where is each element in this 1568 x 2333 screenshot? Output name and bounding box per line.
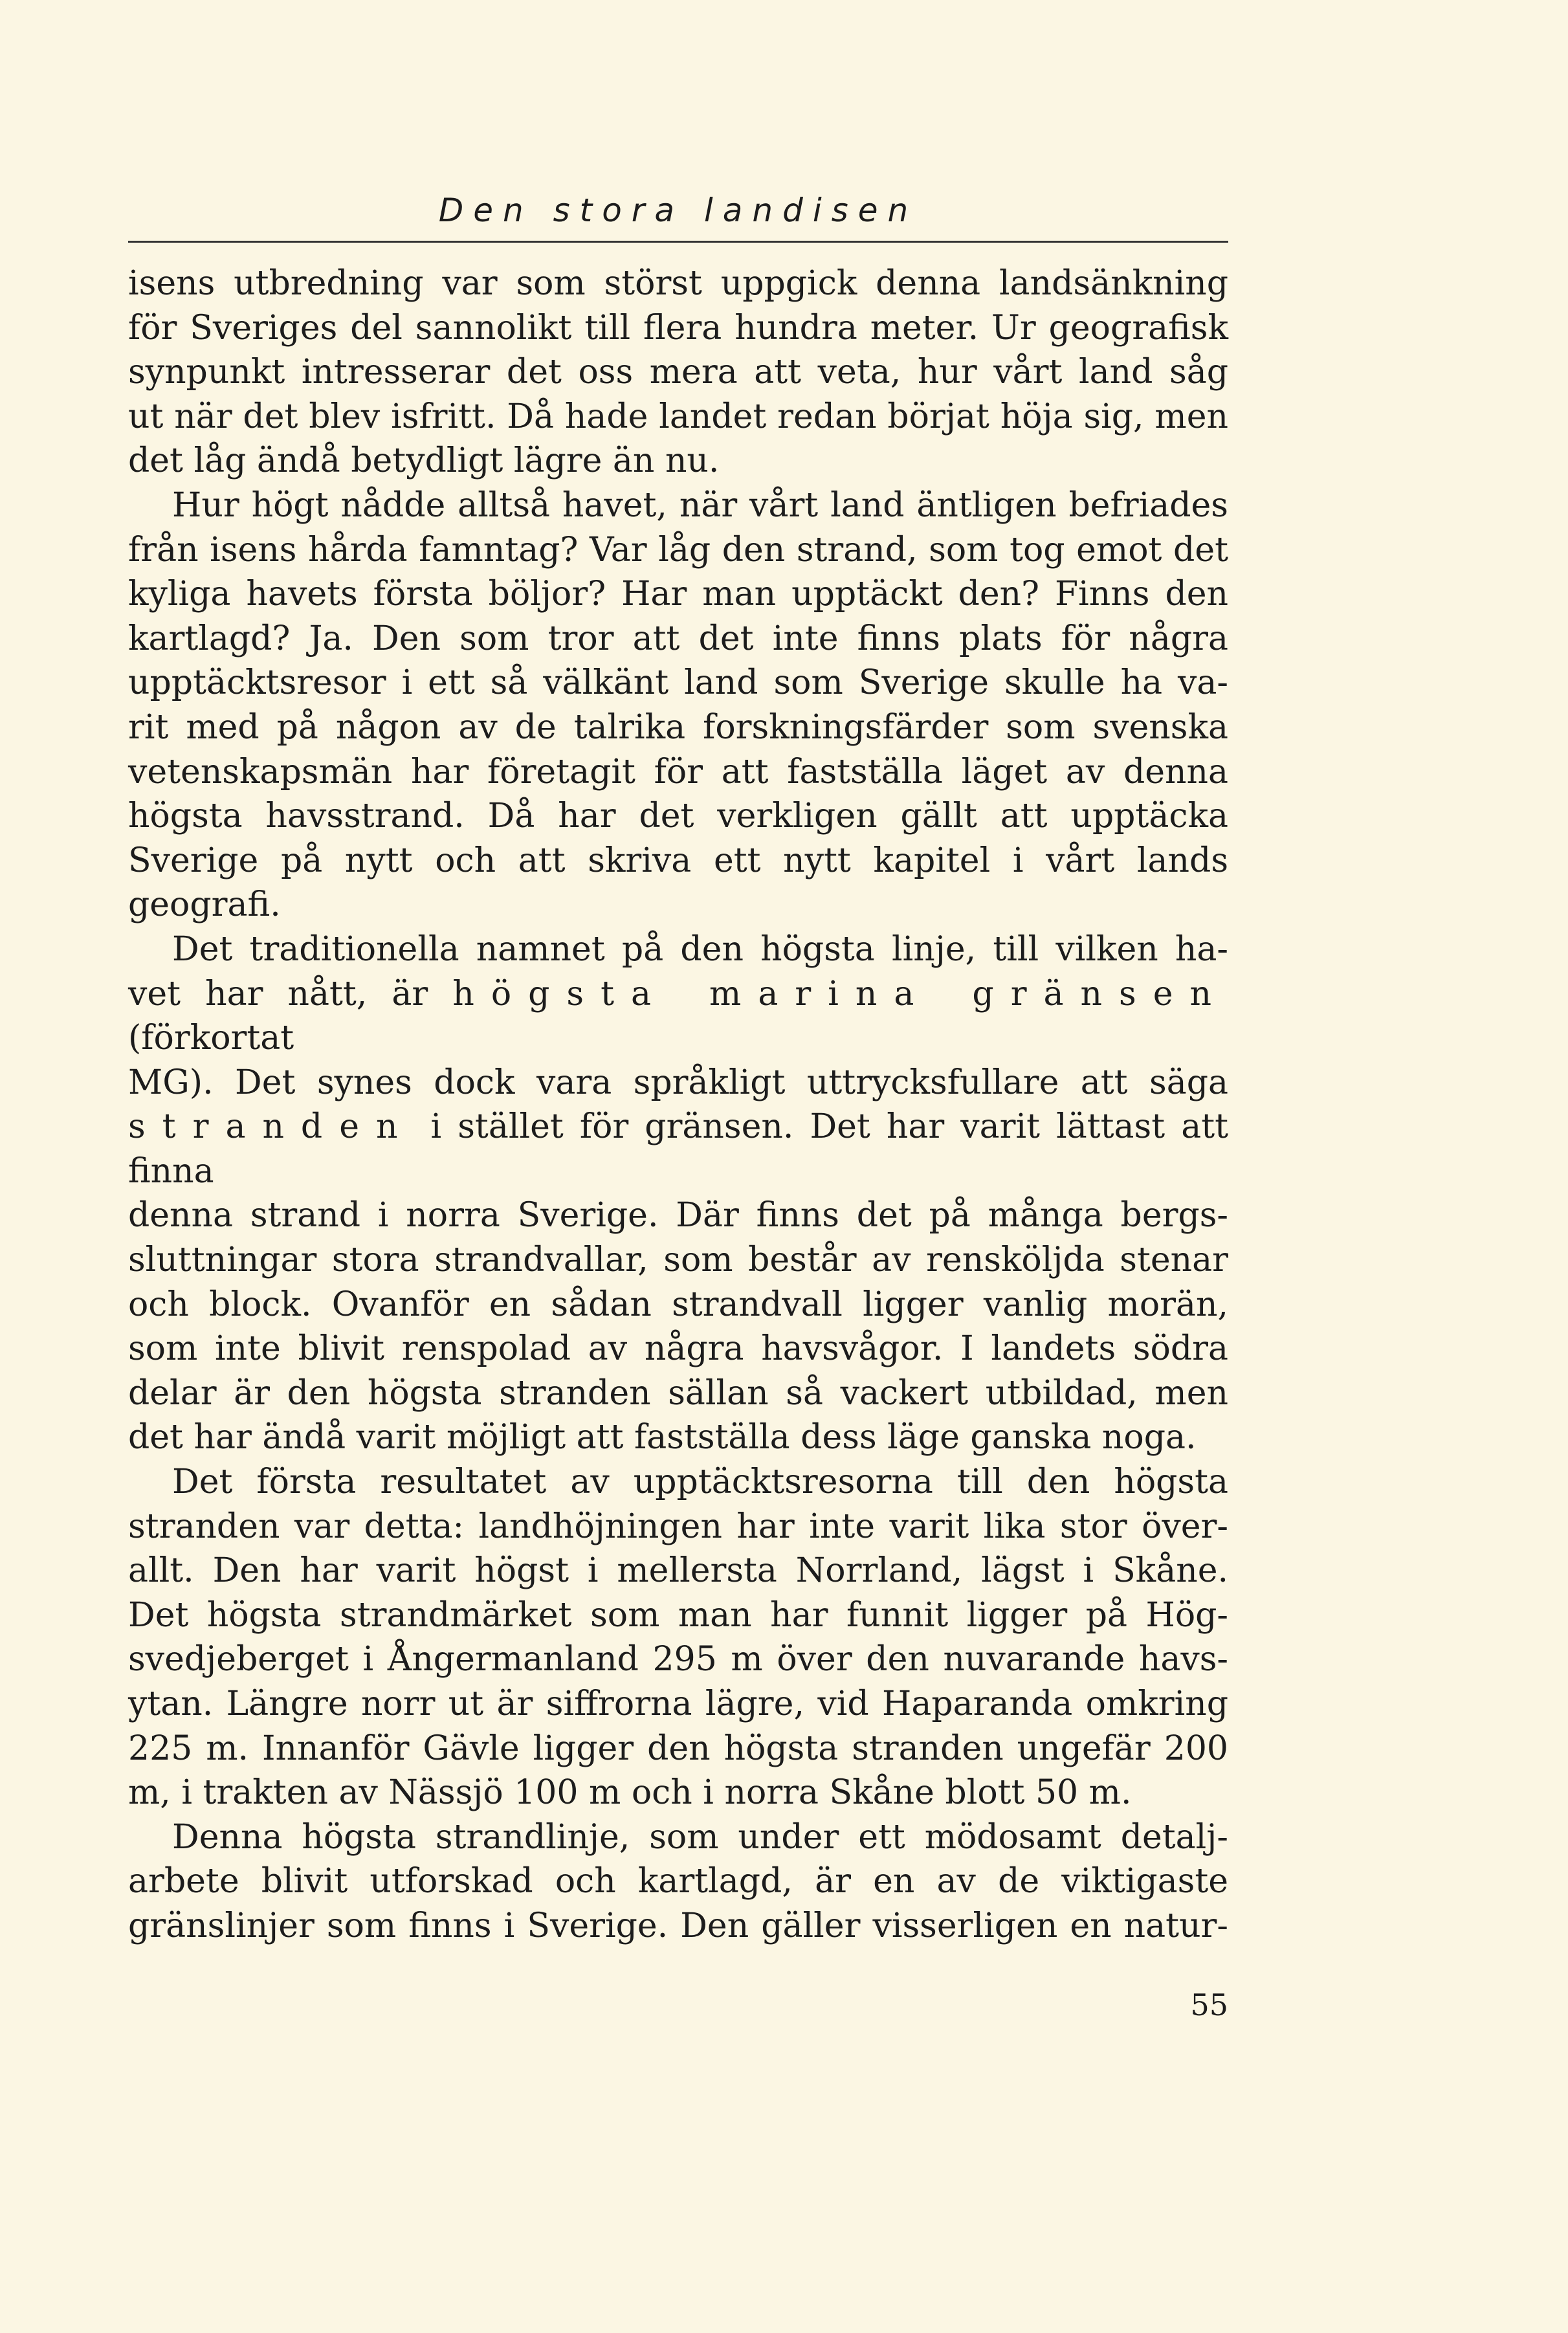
text-segment: i stället för gränsen. Det har varit lättast att finna	[128, 1107, 1228, 1191]
text-segment: (förkortat	[128, 1019, 294, 1058]
text-line: 225 m. Innanför Gävle ligger den högsta stranden ungefär 200	[128, 1729, 1228, 1768]
header-rule	[128, 241, 1228, 243]
text-line	[128, 972, 1228, 1061]
running-head: Den stora landisen	[438, 192, 918, 229]
text-line: synpunkt intresserar det oss mera att veta, hur vårt land såg	[128, 353, 1228, 392]
paragraph	[128, 1460, 1228, 1815]
text-line: vetenskapsmän har företagit för att fastställa läget av denna	[128, 752, 1228, 791]
text-line: m, i trakten av Nässjö 100 m och i norra Skåne blott 50 m.	[128, 1773, 1132, 1813]
text-line: högsta havsstrand. Då har det verkligen gällt att upptäcka	[128, 797, 1228, 836]
text-line: Sverige på nytt och att skriva ett nytt kapitel i vårt lands	[128, 841, 1228, 880]
spaced-term: högsta marina gränsen	[452, 974, 1228, 1013]
text-line: MG). Det synes dock vara språkligt uttrycksfullare att säga	[128, 1063, 1228, 1102]
spaced-term: stranden	[128, 1107, 415, 1147]
text-line: allt. Den har varit högst i mellersta Norrland, lägst i Skåne.	[128, 1551, 1228, 1591]
text-line: det har ändå varit möjligt att fastställa dess läge ganska noga.	[128, 1418, 1197, 1457]
text-line: Hur högt nådde alltså havet, när vårt land äntligen befriades	[172, 485, 1228, 525]
text-line: delar är den högsta stranden sällan så vackert utbildad, men	[128, 1373, 1228, 1413]
text-line: det låg ändå betydligt lägre än nu.	[128, 441, 720, 481]
paragraph	[128, 927, 1228, 1460]
text-line: ytan. Längre norr ut är siffrorna lägre, vid Haparanda omkring	[128, 1685, 1228, 1723]
text-line: Det högsta strandmärket som man har funnit ligger på Hög-	[128, 1595, 1228, 1635]
text-line: rit med på någon av de talrika forskningsfärder som svenska	[128, 707, 1228, 747]
text-line: geografi.	[128, 885, 281, 925]
text-line: som inte blivit renspolad av några havsvågor. I landets södra	[128, 1329, 1228, 1369]
text-line: kyliga havets första böljor? Har man upptäckt den? Finns den	[128, 575, 1228, 614]
text-line: arbete blivit utforskad och kartlagd, är en av de viktigaste	[128, 1862, 1228, 1901]
text-line: för Sveriges del sannolikt till flera hundra meter. Ur geografisk	[128, 308, 1228, 348]
text-line: sluttningar stora strandvallar, som består av rensköljda stenar	[128, 1241, 1228, 1280]
text-line: kartlagd? Ja. Den som tror att det inte finns plats för några	[128, 619, 1228, 658]
text-line: isens utbredning var som störst uppgick denna landsänkning	[128, 264, 1228, 303]
text-line: Denna högsta strandlinje, som under ett mödosamt detalj-	[172, 1817, 1228, 1857]
text-line: och block. Ovanför en sådan strandvall ligger vanlig morän,	[128, 1285, 1228, 1324]
body-text	[128, 261, 1228, 1949]
text-line	[128, 1105, 1228, 1193]
page-number: 55	[1190, 1987, 1228, 2022]
text-line: ut när det blev isfritt. Då hade landet redan börjat höja sig, men	[128, 397, 1228, 436]
text-line: stranden var detta: landhöjningen har inte varit lika stor över-	[128, 1507, 1228, 1546]
text-segment: vet har nått, är	[128, 974, 453, 1013]
text-line: Det första resultatet av upptäcktsresorna till den högsta	[172, 1463, 1228, 1502]
text-line: Det traditionella namnet på den högsta linje, till vilken ha-	[172, 929, 1228, 969]
paragraph	[128, 261, 1228, 483]
text-line: gränslinjer som finns i Sverige. Den gäller visserligen en natur-	[128, 1906, 1228, 1945]
paragraph	[128, 483, 1228, 927]
paragraph	[128, 1815, 1228, 1949]
text-line: upptäcktsresor i ett så välkänt land som Sverige skulle ha va-	[128, 663, 1228, 703]
text-line: svedjeberget i Ångermanland 295 m över den nuvarande havs-	[128, 1640, 1228, 1679]
text-line: från isens hårda famntag? Var låg den strand, som tog emot det	[128, 530, 1228, 569]
text-line: denna strand i norra Sverige. Där finns det på många bergs-	[128, 1196, 1228, 1235]
